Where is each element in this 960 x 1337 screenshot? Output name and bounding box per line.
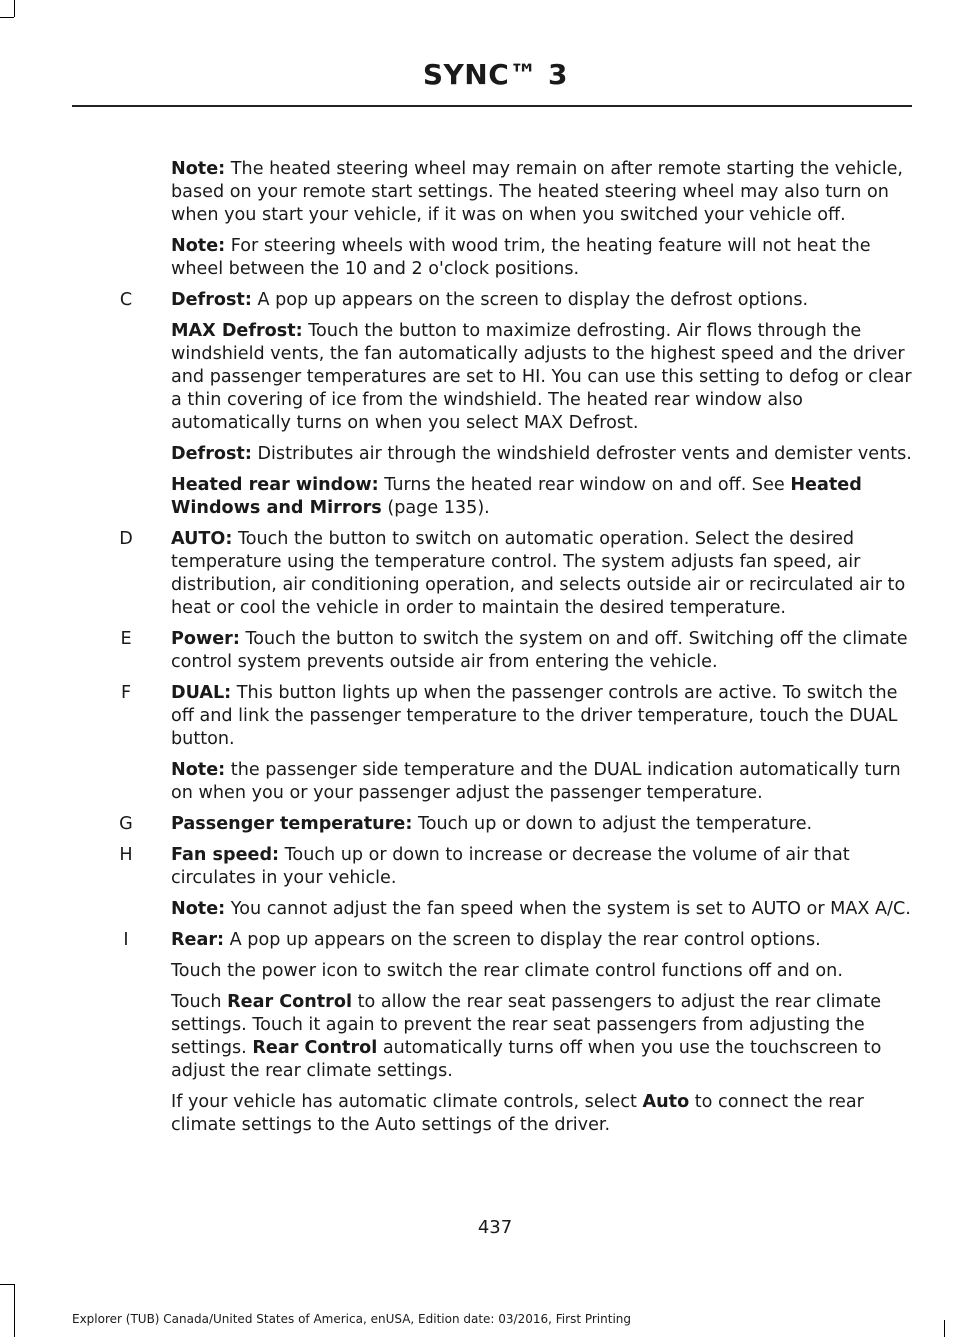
paragraph xyxy=(72,474,912,520)
bold-term: Rear Control xyxy=(227,992,352,1012)
paragraph xyxy=(72,528,912,620)
item-label: E xyxy=(120,629,132,649)
item-label: F xyxy=(120,683,132,703)
text-run: A pop up appears on the screen to display the rear control options. xyxy=(224,930,821,950)
bold-term: AUTO: xyxy=(171,529,233,549)
bold-term: Note: xyxy=(171,899,226,919)
text-run: This button lights up when the passenger controls are active. To switch the off and link the passenger temperature to the driver temperature, touch the DUAL button. xyxy=(171,683,898,749)
text-run: (page 135). xyxy=(381,498,490,518)
bold-term: Note: xyxy=(171,159,226,179)
text-run: to connect the rear climate settings to the Auto settings of the driver. xyxy=(171,1092,864,1135)
text-run: Touch the button to switch the system on and off. Switching off the climate control system prevents outside air from entering the vehicle. xyxy=(171,629,908,672)
text-run: Touch the button to switch on automatic operation. Select the desired temperature using the temperature control. The system adjusts fan speed, air distribution, air conditioning operation, and selects outside air or recirculated air to heat or cool the vehicle in order to maintain the desired temperature. xyxy=(171,529,906,618)
bold-term: Heated rear window: xyxy=(171,475,379,495)
text-run: Touch up or down to increase or decrease the volume of air that circulates in your vehicle. xyxy=(171,845,850,888)
text-run: the passenger side temperature and the DUAL indication automatically turn on when you or your passenger adjust the passenger temperature. xyxy=(171,760,901,803)
text-run: If your vehicle has automatic climate controls, select xyxy=(171,1092,643,1112)
text-run: A pop up appears on the screen to display the defrost options. xyxy=(251,290,809,310)
bold-term: Rear Control xyxy=(252,1038,378,1058)
item-label: H xyxy=(119,845,133,865)
text-run: The heated steering wheel may remain on after remote starting the vehicle, based on your remote start settings. The heated steering wheel may also turn on when you start your vehicle, if it was on when you switched your vehicle off. xyxy=(171,159,904,225)
header-divider xyxy=(72,105,912,107)
paragraph xyxy=(72,628,912,674)
item-label: I xyxy=(123,930,129,950)
text-run: Distributes air through the windshield defroster vents and demister vents. xyxy=(251,444,912,464)
paragraph xyxy=(72,960,912,983)
bold-term: Auto xyxy=(642,1092,690,1112)
item-label: D xyxy=(119,529,133,549)
text-run: Turns the heated rear window on and off. See xyxy=(378,475,791,495)
text-run: Touch up or down to adjust the temperature. xyxy=(412,814,813,834)
paragraph xyxy=(72,1091,912,1137)
bold-term: Note: xyxy=(171,236,226,256)
bold-term: Fan speed: xyxy=(171,845,280,865)
bold-term: MAX Defrost: xyxy=(171,321,303,341)
text-run: Touch the button to maximize defrosting. Air flows through the windshield vents, the fan automatically adjusts to the highest speed and the driver and passenger temperatures are set to HI. You can use this setting to defog or clear a thin covering of ice from the windshield. The heated rear window also automatically turns on when you select MAX Defrost. xyxy=(171,321,912,433)
body-text xyxy=(72,158,912,1145)
crop-mark xyxy=(14,1284,15,1337)
text-run: You cannot adjust the fan speed when the system is set to AUTO or MAX A/C. xyxy=(225,899,911,919)
paragraph xyxy=(72,759,912,805)
paragraph xyxy=(72,682,912,751)
text-run: Touch xyxy=(171,992,228,1012)
paragraph xyxy=(72,813,912,836)
paragraph xyxy=(72,158,912,227)
paragraph xyxy=(72,991,912,1083)
crop-mark xyxy=(0,1284,14,1285)
paragraph xyxy=(72,320,912,435)
bold-term: Heated Windows and Mirrors xyxy=(171,475,862,518)
bold-term: Rear: xyxy=(171,930,225,950)
bold-term: DUAL: xyxy=(171,683,232,703)
paragraph xyxy=(72,443,912,466)
bold-term: Defrost: xyxy=(171,290,252,310)
paragraph xyxy=(72,898,912,921)
text-run: to allow the rear seat passengers to adjust the rear climate settings. Touch it again to prevent the rear seat passengers from adjusting the settings. xyxy=(171,992,882,1058)
text-run: For steering wheels with wood trim, the heating feature will not heat the wheel between the 10 and 2 o'clock positions. xyxy=(171,236,871,279)
paragraph xyxy=(72,289,912,312)
bold-term: Power: xyxy=(171,629,240,649)
crop-mark xyxy=(14,0,15,17)
text-run: Touch the power icon to switch the rear climate control functions off and on. xyxy=(171,961,843,981)
item-label: G xyxy=(119,814,133,834)
crop-mark xyxy=(944,1320,945,1337)
page-number: 437 xyxy=(477,1217,513,1238)
bold-term: Defrost: xyxy=(171,444,252,464)
bold-term: Passenger temperature: xyxy=(171,814,413,834)
crop-mark xyxy=(0,17,14,18)
text-run: automatically turns off when you use the touchscreen to adjust the rear climate settings. xyxy=(171,1038,882,1081)
paragraph xyxy=(72,929,912,952)
footer-text: Explorer (TUB) Canada/United States of America, enUSA, Edition date: 03/2016, First Printing xyxy=(72,1312,631,1326)
page-title: SYNC™ 3 xyxy=(422,58,568,91)
paragraph xyxy=(72,235,912,281)
bold-term: Note: xyxy=(171,760,226,780)
paragraph xyxy=(72,844,912,890)
item-label: C xyxy=(119,290,133,310)
